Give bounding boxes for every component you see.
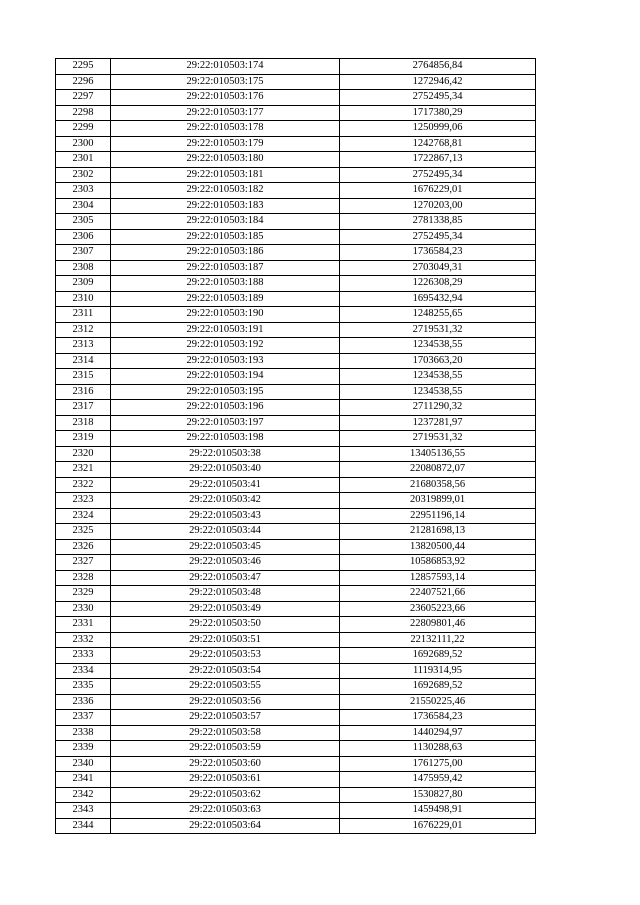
- table-row: [56, 152, 536, 168]
- cadastral-number-cell: 29:22:010503:187: [111, 260, 340, 276]
- table-body: [56, 59, 536, 834]
- row-number-cell: 2343: [56, 803, 111, 819]
- table-row: [56, 493, 536, 509]
- row-number-cell: 2338: [56, 725, 111, 741]
- row-number-cell: 2330: [56, 601, 111, 617]
- row-number-cell: 2303: [56, 183, 111, 199]
- cadastral-value-cell: 22407521,66: [340, 586, 536, 602]
- cadastral-value-cell: 2711290,32: [340, 400, 536, 416]
- row-number-cell: 2309: [56, 276, 111, 292]
- row-number-cell: 2342: [56, 787, 111, 803]
- cadastral-number-cell: 29:22:010503:196: [111, 400, 340, 416]
- cadastral-number-cell: 29:22:010503:184: [111, 214, 340, 230]
- cadastral-number-cell: 29:22:010503:54: [111, 663, 340, 679]
- cadastral-value-cell: 1234538,55: [340, 338, 536, 354]
- cadastral-value-cell: 2719531,32: [340, 431, 536, 447]
- table-row: [56, 462, 536, 478]
- cadastral-number-cell: 29:22:010503:61: [111, 772, 340, 788]
- cadastral-number-cell: 29:22:010503:45: [111, 539, 340, 555]
- row-number-cell: 2295: [56, 59, 111, 75]
- cadastral-number-cell: 29:22:010503:59: [111, 741, 340, 757]
- cadastral-value-cell: 1736584,23: [340, 710, 536, 726]
- row-number-cell: 2324: [56, 508, 111, 524]
- cadastral-value-cell: 1722867,13: [340, 152, 536, 168]
- cadastral-value-cell: 13405136,55: [340, 446, 536, 462]
- cadastral-value-cell: 21281698,13: [340, 524, 536, 540]
- cadastral-value-cell: 1237281,97: [340, 415, 536, 431]
- row-number-cell: 2322: [56, 477, 111, 493]
- cadastral-value-cell: 23605223,66: [340, 601, 536, 617]
- row-number-cell: 2329: [56, 586, 111, 602]
- table-row: [56, 694, 536, 710]
- cadastral-value-table: [55, 58, 536, 834]
- cadastral-value-cell: 1761275,00: [340, 756, 536, 772]
- row-number-cell: 2323: [56, 493, 111, 509]
- row-number-cell: 2314: [56, 353, 111, 369]
- table-row: [56, 276, 536, 292]
- cadastral-number-cell: 29:22:010503:42: [111, 493, 340, 509]
- row-number-cell: 2328: [56, 570, 111, 586]
- cadastral-value-cell: 1440294,97: [340, 725, 536, 741]
- cadastral-number-cell: 29:22:010503:192: [111, 338, 340, 354]
- row-number-cell: 2312: [56, 322, 111, 338]
- table-row: [56, 586, 536, 602]
- table-row: [56, 415, 536, 431]
- cadastral-value-cell: 1234538,55: [340, 384, 536, 400]
- row-number-cell: 2304: [56, 198, 111, 214]
- row-number-cell: 2331: [56, 617, 111, 633]
- cadastral-value-cell: 13820500,44: [340, 539, 536, 555]
- row-number-cell: 2315: [56, 369, 111, 385]
- row-number-cell: 2320: [56, 446, 111, 462]
- row-number-cell: 2332: [56, 632, 111, 648]
- cadastral-value-cell: 1226308,29: [340, 276, 536, 292]
- cadastral-value-cell: 1459498,91: [340, 803, 536, 819]
- table-row: [56, 260, 536, 276]
- row-number-cell: 2300: [56, 136, 111, 152]
- cadastral-number-cell: 29:22:010503:185: [111, 229, 340, 245]
- table-row: [56, 322, 536, 338]
- table-row: [56, 787, 536, 803]
- table-row: [56, 90, 536, 106]
- table-row: [56, 214, 536, 230]
- row-number-cell: 2316: [56, 384, 111, 400]
- cadastral-number-cell: 29:22:010503:176: [111, 90, 340, 106]
- cadastral-value-cell: 2752495,34: [340, 229, 536, 245]
- cadastral-number-cell: 29:22:010503:57: [111, 710, 340, 726]
- row-number-cell: 2334: [56, 663, 111, 679]
- cadastral-value-cell: 2703049,31: [340, 260, 536, 276]
- table-row: [56, 121, 536, 137]
- cadastral-value-cell: 1130288,63: [340, 741, 536, 757]
- cadastral-number-cell: 29:22:010503:188: [111, 276, 340, 292]
- cadastral-value-cell: 1475959,42: [340, 772, 536, 788]
- cadastral-value-cell: 1248255,65: [340, 307, 536, 323]
- cadastral-value-cell: 1530827,80: [340, 787, 536, 803]
- row-number-cell: 2326: [56, 539, 111, 555]
- cadastral-number-cell: 29:22:010503:181: [111, 167, 340, 183]
- cadastral-number-cell: 29:22:010503:38: [111, 446, 340, 462]
- cadastral-value-cell: 22132111,22: [340, 632, 536, 648]
- cadastral-number-cell: 29:22:010503:194: [111, 369, 340, 385]
- cadastral-number-cell: 29:22:010503:58: [111, 725, 340, 741]
- row-number-cell: 2313: [56, 338, 111, 354]
- cadastral-number-cell: 29:22:010503:49: [111, 601, 340, 617]
- table-row: [56, 291, 536, 307]
- cadastral-number-cell: 29:22:010503:198: [111, 431, 340, 447]
- row-number-cell: 2319: [56, 431, 111, 447]
- cadastral-value-cell: 22951196,14: [340, 508, 536, 524]
- table-row: [56, 772, 536, 788]
- table-row: [56, 725, 536, 741]
- table-row: [56, 710, 536, 726]
- cadastral-value-cell: 2781338,85: [340, 214, 536, 230]
- cadastral-number-cell: 29:22:010503:193: [111, 353, 340, 369]
- table-row: [56, 167, 536, 183]
- cadastral-number-cell: 29:22:010503:64: [111, 818, 340, 834]
- cadastral-value-table-wrapper: [55, 58, 536, 834]
- cadastral-value-cell: 12857593,14: [340, 570, 536, 586]
- cadastral-number-cell: 29:22:010503:41: [111, 477, 340, 493]
- table-row: [56, 384, 536, 400]
- cadastral-value-cell: 1717380,29: [340, 105, 536, 121]
- table-row: [56, 663, 536, 679]
- cadastral-number-cell: 29:22:010503:182: [111, 183, 340, 199]
- table-row: [56, 245, 536, 261]
- row-number-cell: 2325: [56, 524, 111, 540]
- cadastral-number-cell: 29:22:010503:50: [111, 617, 340, 633]
- cadastral-number-cell: 29:22:010503:48: [111, 586, 340, 602]
- table-row: [56, 524, 536, 540]
- table-row: [56, 198, 536, 214]
- table-row: [56, 803, 536, 819]
- row-number-cell: 2311: [56, 307, 111, 323]
- table-row: [56, 59, 536, 75]
- table-row: [56, 338, 536, 354]
- cadastral-number-cell: 29:22:010503:51: [111, 632, 340, 648]
- row-number-cell: 2298: [56, 105, 111, 121]
- row-number-cell: 2297: [56, 90, 111, 106]
- table-row: [56, 601, 536, 617]
- cadastral-value-cell: 2719531,32: [340, 322, 536, 338]
- cadastral-number-cell: 29:22:010503:195: [111, 384, 340, 400]
- row-number-cell: 2302: [56, 167, 111, 183]
- table-row: [56, 136, 536, 152]
- cadastral-value-cell: 2752495,34: [340, 90, 536, 106]
- cadastral-value-cell: 1676229,01: [340, 818, 536, 834]
- cadastral-number-cell: 29:22:010503:190: [111, 307, 340, 323]
- row-number-cell: 2307: [56, 245, 111, 261]
- cadastral-number-cell: 29:22:010503:191: [111, 322, 340, 338]
- row-number-cell: 2305: [56, 214, 111, 230]
- table-row: [56, 105, 536, 121]
- table-row: [56, 679, 536, 695]
- table-row: [56, 353, 536, 369]
- cadastral-number-cell: 29:22:010503:63: [111, 803, 340, 819]
- table-row: [56, 570, 536, 586]
- cadastral-value-cell: 22809801,46: [340, 617, 536, 633]
- table-row: [56, 632, 536, 648]
- cadastral-number-cell: 29:22:010503:175: [111, 74, 340, 90]
- cadastral-value-cell: 1272946,42: [340, 74, 536, 90]
- cadastral-number-cell: 29:22:010503:180: [111, 152, 340, 168]
- row-number-cell: 2317: [56, 400, 111, 416]
- cadastral-value-cell: 1736584,23: [340, 245, 536, 261]
- table-row: [56, 183, 536, 199]
- cadastral-number-cell: 29:22:010503:40: [111, 462, 340, 478]
- table-row: [56, 477, 536, 493]
- table-row: [56, 555, 536, 571]
- cadastral-number-cell: 29:22:010503:47: [111, 570, 340, 586]
- cadastral-value-cell: 1676229,01: [340, 183, 536, 199]
- cadastral-number-cell: 29:22:010503:197: [111, 415, 340, 431]
- row-number-cell: 2341: [56, 772, 111, 788]
- table-row: [56, 74, 536, 90]
- cadastral-value-cell: 2764856,84: [340, 59, 536, 75]
- row-number-cell: 2296: [56, 74, 111, 90]
- row-number-cell: 2310: [56, 291, 111, 307]
- row-number-cell: 2321: [56, 462, 111, 478]
- cadastral-number-cell: 29:22:010503:179: [111, 136, 340, 152]
- cadastral-value-cell: 10586853,92: [340, 555, 536, 571]
- table-row: [56, 648, 536, 664]
- table-row: [56, 741, 536, 757]
- row-number-cell: 2318: [56, 415, 111, 431]
- table-row: [56, 307, 536, 323]
- cadastral-value-cell: 1692689,52: [340, 679, 536, 695]
- row-number-cell: 2308: [56, 260, 111, 276]
- cadastral-number-cell: 29:22:010503:60: [111, 756, 340, 772]
- row-number-cell: 2299: [56, 121, 111, 137]
- row-number-cell: 2333: [56, 648, 111, 664]
- table-row: [56, 818, 536, 834]
- cadastral-number-cell: 29:22:010503:177: [111, 105, 340, 121]
- table-row: [56, 617, 536, 633]
- table-row: [56, 369, 536, 385]
- cadastral-value-cell: 1242768,81: [340, 136, 536, 152]
- table-row: [56, 431, 536, 447]
- cadastral-value-cell: 1703663,20: [340, 353, 536, 369]
- cadastral-number-cell: 29:22:010503:62: [111, 787, 340, 803]
- cadastral-value-cell: 1270203,00: [340, 198, 536, 214]
- row-number-cell: 2344: [56, 818, 111, 834]
- cadastral-value-cell: 21680358,56: [340, 477, 536, 493]
- row-number-cell: 2301: [56, 152, 111, 168]
- cadastral-number-cell: 29:22:010503:44: [111, 524, 340, 540]
- cadastral-number-cell: 29:22:010503:186: [111, 245, 340, 261]
- cadastral-number-cell: 29:22:010503:183: [111, 198, 340, 214]
- row-number-cell: 2327: [56, 555, 111, 571]
- table-row: [56, 756, 536, 772]
- cadastral-number-cell: 29:22:010503:53: [111, 648, 340, 664]
- table-row: [56, 229, 536, 245]
- cadastral-value-cell: 22080872,07: [340, 462, 536, 478]
- row-number-cell: 2340: [56, 756, 111, 772]
- cadastral-number-cell: 29:22:010503:189: [111, 291, 340, 307]
- table-row: [56, 539, 536, 555]
- cadastral-value-cell: 1692689,52: [340, 648, 536, 664]
- cadastral-number-cell: 29:22:010503:43: [111, 508, 340, 524]
- table-row: [56, 400, 536, 416]
- cadastral-value-cell: 1695432,94: [340, 291, 536, 307]
- cadastral-number-cell: 29:22:010503:174: [111, 59, 340, 75]
- cadastral-number-cell: 29:22:010503:56: [111, 694, 340, 710]
- cadastral-value-cell: 1234538,55: [340, 369, 536, 385]
- row-number-cell: 2335: [56, 679, 111, 695]
- cadastral-value-cell: 1250999,06: [340, 121, 536, 137]
- cadastral-value-cell: 21550225,46: [340, 694, 536, 710]
- table-row: [56, 508, 536, 524]
- cadastral-value-cell: 2752495,34: [340, 167, 536, 183]
- table-row: [56, 446, 536, 462]
- row-number-cell: 2337: [56, 710, 111, 726]
- row-number-cell: 2306: [56, 229, 111, 245]
- cadastral-value-cell: 1119314,95: [340, 663, 536, 679]
- cadastral-number-cell: 29:22:010503:55: [111, 679, 340, 695]
- row-number-cell: 2336: [56, 694, 111, 710]
- cadastral-value-cell: 20319899,01: [340, 493, 536, 509]
- cadastral-number-cell: 29:22:010503:178: [111, 121, 340, 137]
- row-number-cell: 2339: [56, 741, 111, 757]
- cadastral-number-cell: 29:22:010503:46: [111, 555, 340, 571]
